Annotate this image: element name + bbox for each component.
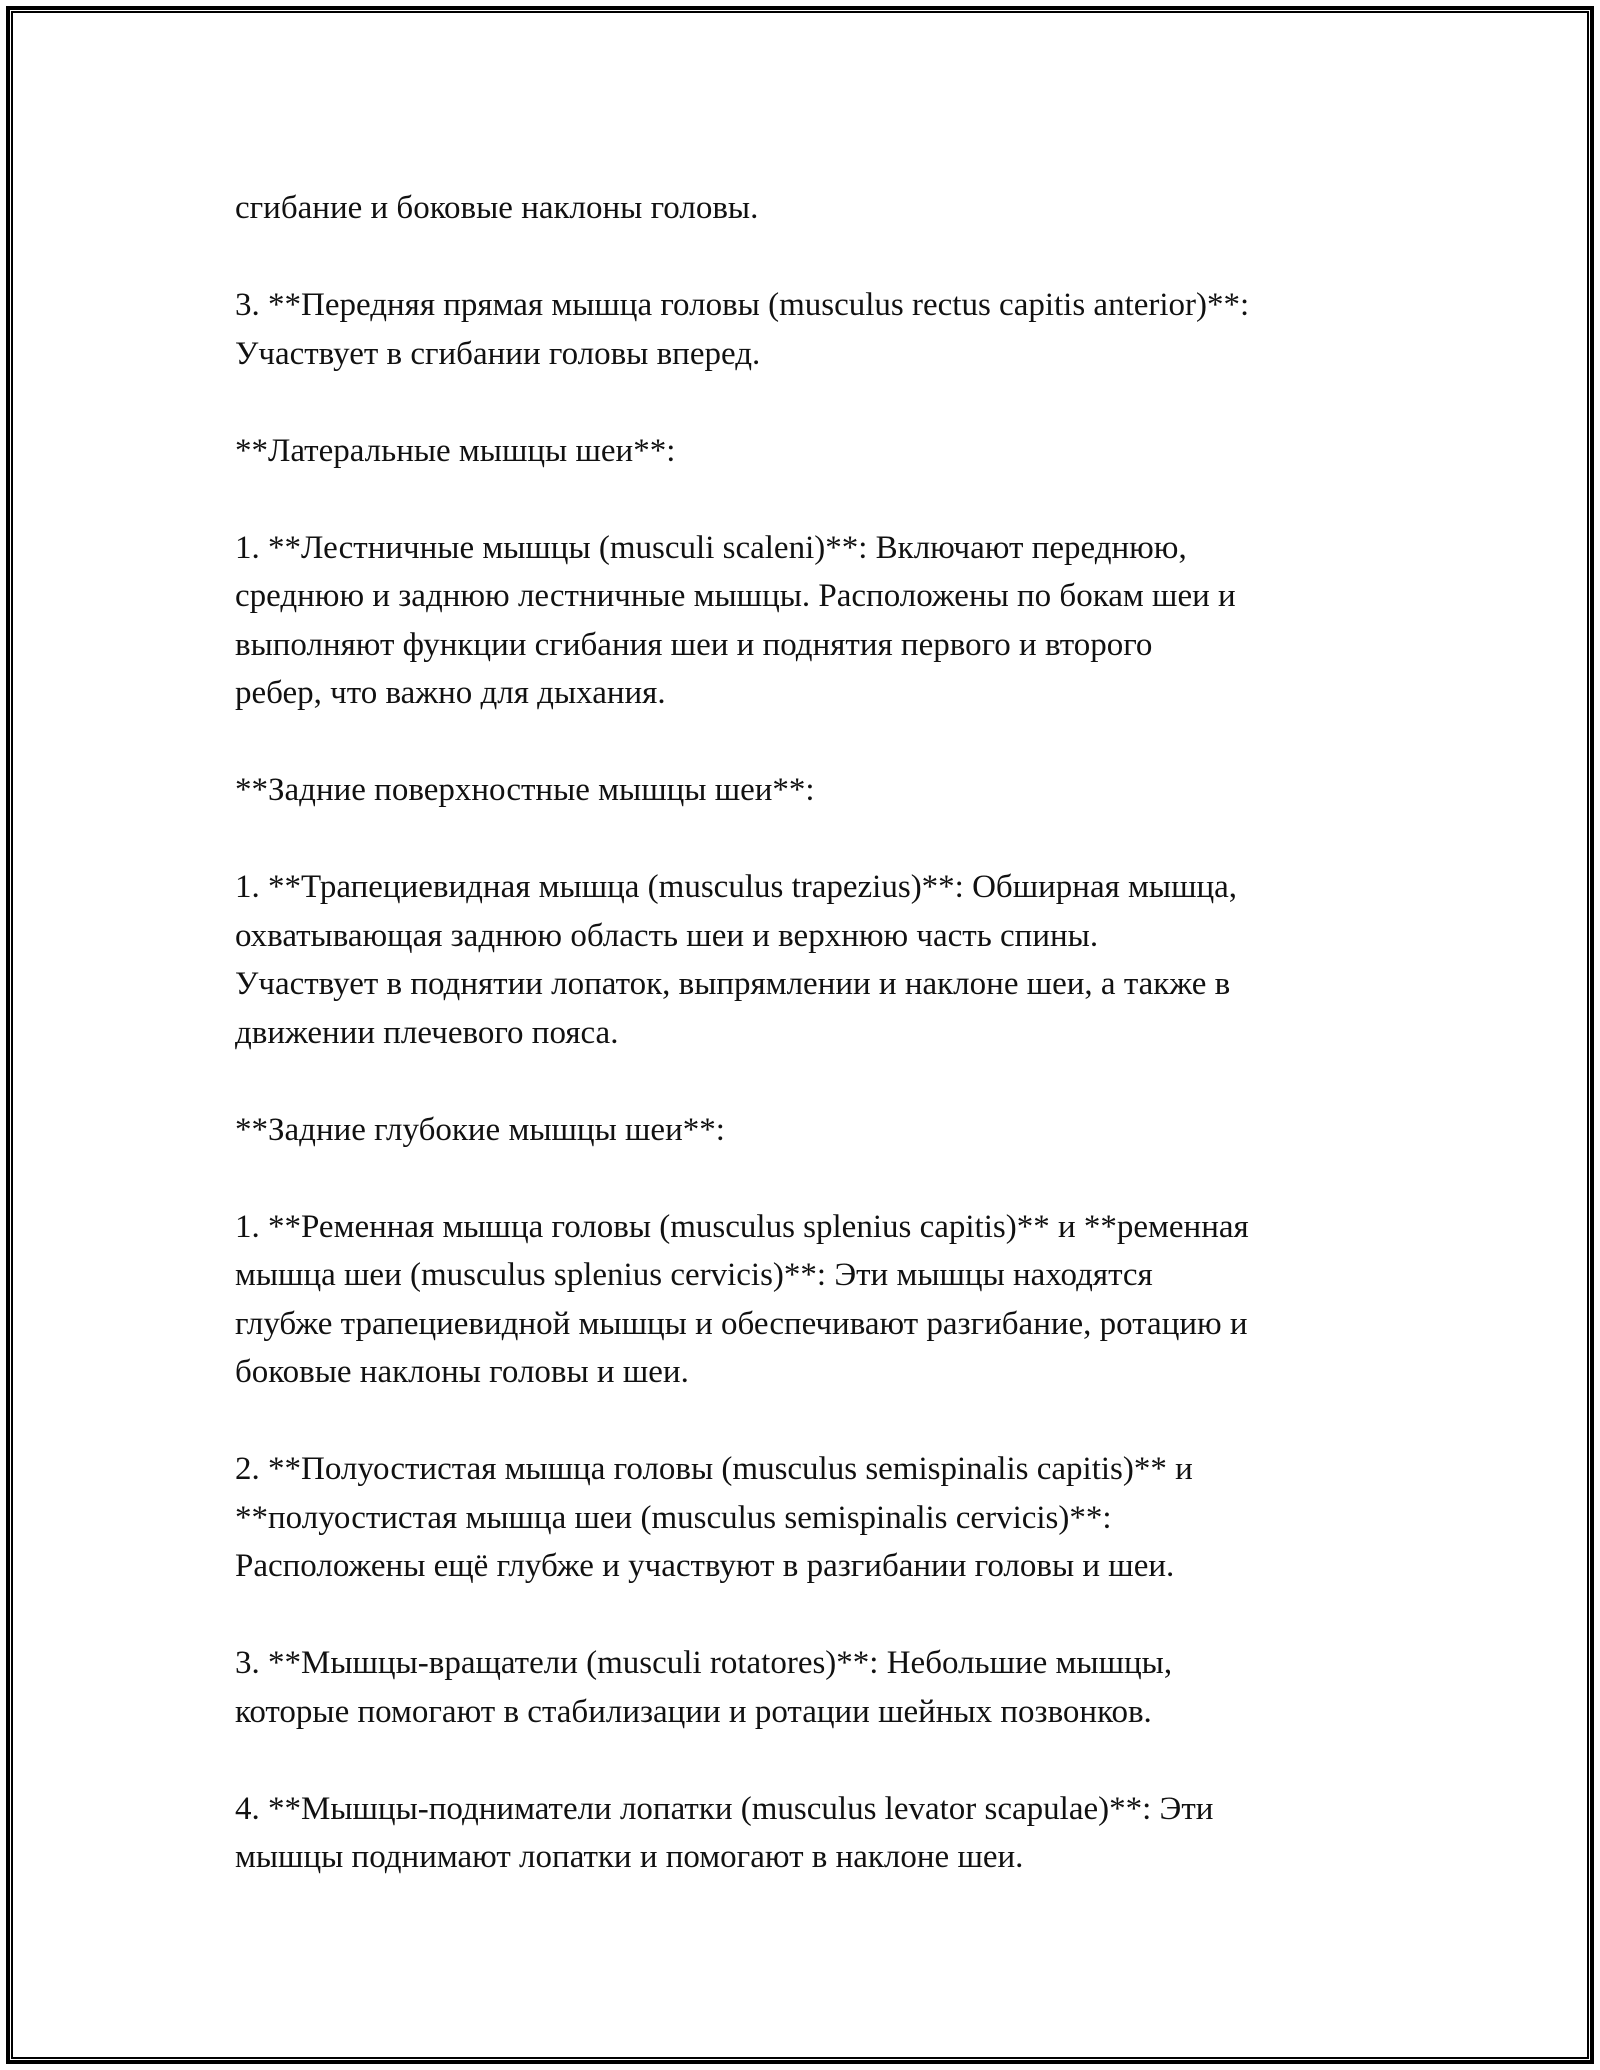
paragraph: 1. **Лестничные мышцы (musculi scaleni)**: Включают переднюю, среднюю и заднюю лестничные мышцы. Расположены по бокам шеи и выполняют функции сгибания шеи и поднятия первого и второго ребер, что важно для дыхания. <box>235 529 1236 711</box>
paragraph: сгибание и боковые наклоны головы. <box>235 190 759 226</box>
paragraph: 3. **Передняя прямая мышца головы (musculus rectus capitis anterior)**: Участвует в сгибании головы вперед. <box>235 287 1250 372</box>
document-body <box>235 184 1385 1882</box>
paragraph: 3. **Мышцы-вращатели (musculi rotatores)**: Небольшие мышцы, которые помогают в стабилизации и ротации шейных позвонков. <box>235 1645 1173 1730</box>
paragraph: 1. **Ременная мышца головы (musculus splenius capitis)** и **ременная мышца шеи (musculus splenius cervicis)**: Эти мышцы находятся глубже трапециевидной мышцы и обеспечивают разгибание, ротацию и боковые наклоны головы и шеи. <box>235 1208 1249 1390</box>
section-heading: **Задние поверхностные мышцы шеи**: <box>235 772 815 808</box>
section-heading: **Задние глубокие мышцы шеи**: <box>235 1111 725 1148</box>
paragraph: 2. **Полуостистая мышца головы (musculus semispinalis capitis)** и **полуостистая мышца шеи (musculus semispinalis cervicis)**: Расположены ещё глубже и участвуют в разгибании головы и шеи. <box>235 1451 1193 1584</box>
paragraph: 4. **Мышцы-подниматели лопатки (musculus levator scapulae)**: Эти мышцы поднимают лопатки и помогают в наклоне шеи. <box>235 1790 1214 1875</box>
section-heading: **Латеральные мышцы шеи**: <box>235 432 676 469</box>
paragraph: 1. **Трапециевидная мышца (musculus trapezius)**: Обширная мышца, охватывающая заднюю область шеи и верхнюю часть спины. Участвует в поднятии лопаток, выпрямлении и наклоне шеи, а также в движении плечевого пояса. <box>235 869 1238 1051</box>
